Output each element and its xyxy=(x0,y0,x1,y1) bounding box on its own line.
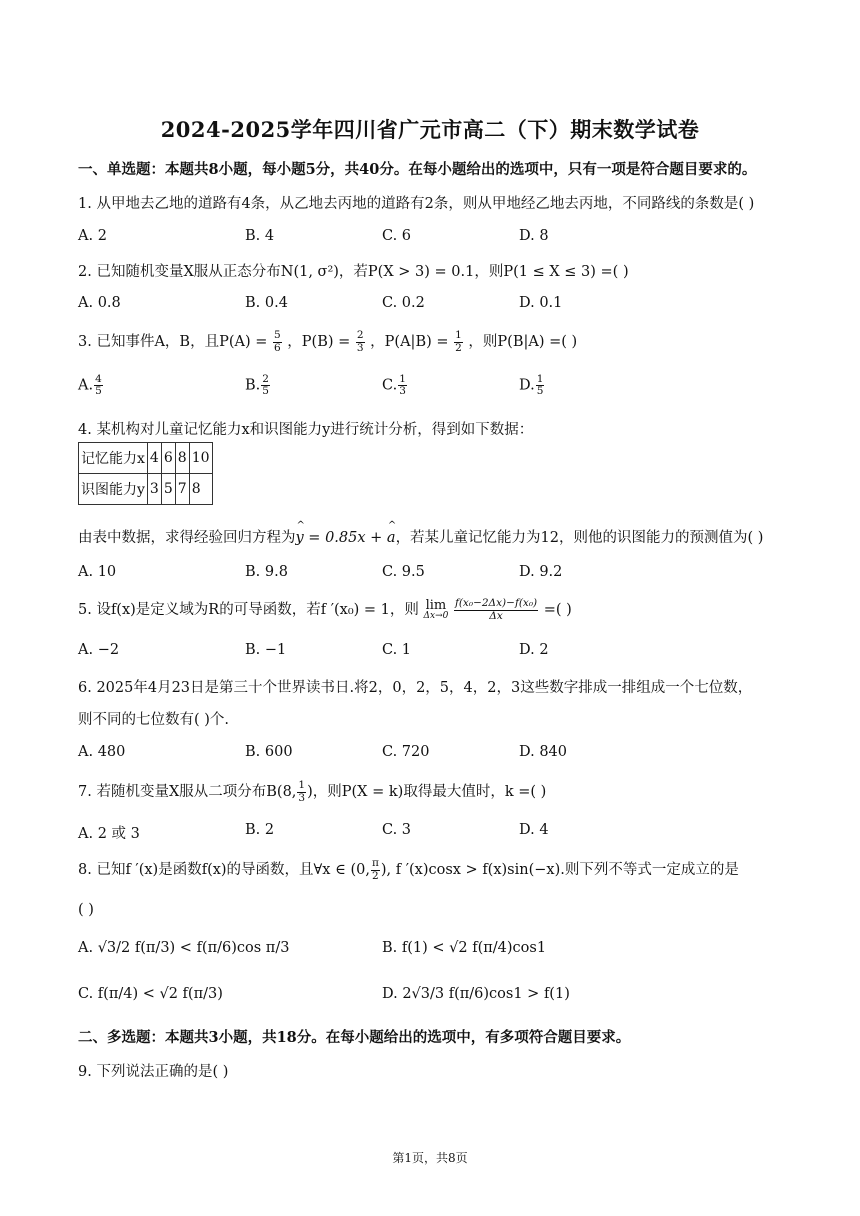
q3-option-c[interactable] xyxy=(382,374,408,397)
table-cell: 5 xyxy=(161,474,175,505)
q5-limit xyxy=(424,599,449,621)
q3-option-c-fraction xyxy=(398,374,407,397)
question-9-stem: 9. 下列说法正确的是( ) xyxy=(78,1064,229,1080)
q3-option-c-num: 1 xyxy=(399,373,406,385)
q3-stem-suffix: ，则P(B|A) =( ) xyxy=(468,334,578,350)
q3-option-a-num: 4 xyxy=(95,373,102,385)
q2-option-d[interactable]: D. 0.1 xyxy=(519,295,563,311)
q5-stem-suffix: =( ) xyxy=(543,602,572,618)
q8-option-b[interactable]: B. f(1) < √2 f(π/4)cos1 xyxy=(382,940,547,956)
q5-option-a[interactable]: A. −2 xyxy=(78,642,120,658)
q5-fraction xyxy=(454,598,538,621)
q6-option-a[interactable]: A. 480 xyxy=(78,744,126,760)
q3-option-c-label: C. xyxy=(382,377,398,394)
q4-follow-suffix: ，若某儿童记忆能力为12，则他的识图能力的预测值为( ) xyxy=(395,530,764,546)
q1-option-c[interactable]: C. 6 xyxy=(382,228,412,244)
q4-a-hat: ^ a xyxy=(387,530,396,546)
q3-option-d-num: 1 xyxy=(536,373,544,385)
q4-option-c[interactable]: C. 9.5 xyxy=(382,564,425,580)
page-footer: 第1页，共8页 xyxy=(392,1151,468,1165)
q3-stem-prefix: 3. 已知事件A，B，且P(A) = xyxy=(78,334,268,350)
q4-data-table xyxy=(78,442,213,505)
q2-option-a[interactable]: A. 0.8 xyxy=(78,295,121,311)
q6-option-b[interactable]: B. 600 xyxy=(245,744,293,760)
table-row xyxy=(79,443,213,474)
table-cell: 6 xyxy=(161,443,175,474)
q8-frac-den: 2 xyxy=(372,869,379,882)
table-cell: 8 xyxy=(175,443,189,474)
question-7-stem xyxy=(78,780,546,804)
question-2-stem: 2. 已知随机变量X服从正态分布N(1, σ²)，若P(X > 3) = 0.1，则P(1 ≤ X ≤ 3) =( ) xyxy=(78,264,629,280)
q3-pa-fraction xyxy=(273,330,282,353)
q3-option-a-den: 5 xyxy=(95,385,102,398)
table-cell: 7 xyxy=(175,474,189,505)
q7-fraction xyxy=(297,780,306,803)
q7-option-d[interactable]: D. 4 xyxy=(519,822,549,838)
q8-stem-suffix: ), f ′(x)cosx > f(x)sin(−x).则下列不等式一定成立的是 xyxy=(380,862,739,878)
q8-stem-prefix: 8. 已知f ′(x)是函数f(x)的导函数，且∀x ∈ (0, xyxy=(78,862,370,878)
page-title: 2024-2025学年四川省广元市高二（下）期末数学试卷 xyxy=(160,117,700,142)
q5-option-d[interactable]: D. 2 xyxy=(519,642,549,658)
q3-option-d-label: D. xyxy=(519,377,535,394)
q8-option-a[interactable]: A. √3/2 f(π/3) < f(π/6)cos π/3 xyxy=(78,940,290,956)
q4-follow-up xyxy=(78,526,763,547)
q3-option-a-label: A. xyxy=(78,377,94,394)
q4-option-a[interactable]: A. 10 xyxy=(78,564,117,580)
q8-frac-num: π xyxy=(371,857,379,870)
q3-pab-fraction xyxy=(454,330,463,353)
q5-stem-prefix: 5. 设f(x)是定义域为R的可导函数，若f ′(x₀) = 1，则 xyxy=(78,602,419,618)
question-3-stem xyxy=(78,330,577,354)
table-row xyxy=(79,474,213,505)
question-6-stem-line-1: 6. 2025年4月23日是第三十个世界读书日.将2，0，2，5，4，2，3这些数字排成一排组成一个七位数， xyxy=(78,680,753,696)
question-6-stem-line-2: 则不同的七位数有( )个. xyxy=(78,712,230,728)
q3-option-b[interactable] xyxy=(245,374,271,397)
q7-stem-prefix: 7. 若随机变量X服从二项分布B(8, xyxy=(78,784,297,800)
section-single-choice-heading: 一、单选题：本题共8小题，每小题5分，共40分。在每小题给出的选项中，只有一项是符合题目要求的。 xyxy=(78,161,757,178)
q8-option-d[interactable]: D. 2√3/3 f(π/6)cos1 > f(1) xyxy=(382,986,570,1002)
q5-lim-word: lim xyxy=(425,598,447,613)
q3-mid-1: ，P(B) = xyxy=(287,334,351,350)
q8-option-c[interactable]: C. f(π/4) < √2 f(π/3) xyxy=(78,986,223,1002)
q7-option-b[interactable]: B. 2 xyxy=(245,822,275,838)
q7-option-a[interactable]: A. 2 或 3 xyxy=(78,826,140,842)
table-cell: 4 xyxy=(147,443,161,474)
q5-frac-num: f(x₀−2Δx)−f(x₀) xyxy=(454,597,538,610)
q5-frac-den: Δx xyxy=(489,609,503,622)
q2-option-c[interactable]: C. 0.2 xyxy=(382,295,425,311)
q1-option-d[interactable]: D. 8 xyxy=(519,228,549,244)
q3-pa-num: 5 xyxy=(273,329,281,342)
q3-pa-den: 6 xyxy=(273,341,281,354)
q3-option-b-den: 5 xyxy=(262,385,269,398)
question-4-stem: 4. 某机构对儿童记忆能力x和识图能力y进行统计分析，得到如下数据： xyxy=(78,422,534,438)
q4-y-hat: ^ y xyxy=(296,530,304,546)
table-cell: 3 xyxy=(147,474,161,505)
q7-option-c[interactable]: C. 3 xyxy=(382,822,412,838)
q3-pb-num: 2 xyxy=(356,329,364,342)
q3-pb-fraction xyxy=(356,330,365,353)
q3-pab-num: 1 xyxy=(455,329,462,342)
q3-option-c-den: 3 xyxy=(399,385,406,398)
section-multi-choice-heading: 二、多选题：本题共3小题，共18分。在每小题给出的选项中，有多项符合题目要求。 xyxy=(78,1029,631,1046)
q7-stem-suffix: )，则P(X = k)取得最大值时，k =( ) xyxy=(307,784,547,800)
q2-option-b[interactable]: B. 0.4 xyxy=(245,295,288,311)
q3-pb-den: 3 xyxy=(356,341,364,354)
question-1-stem: 1. 从甲地去乙地的道路有4条，从乙地去丙地的道路有2条，则从甲地经乙地去丙地，不同路线的条数是( ) xyxy=(78,196,755,212)
q3-option-b-label: B. xyxy=(245,377,261,394)
q4-follow-prefix: 由表中数据，求得经验回归方程为 xyxy=(78,530,296,546)
q7-frac-den: 3 xyxy=(298,791,306,804)
q3-pab-den: 2 xyxy=(455,341,462,354)
table-cell: 识图能力y xyxy=(79,474,148,505)
q3-option-a-fraction xyxy=(94,374,103,397)
q3-option-b-num: 2 xyxy=(262,373,269,385)
q4-option-d[interactable]: D. 9.2 xyxy=(519,564,563,580)
q5-option-b[interactable]: B. −1 xyxy=(245,642,287,658)
q3-option-b-fraction xyxy=(261,374,270,397)
table-cell: 记忆能力x xyxy=(79,443,148,474)
question-8-stem-line-2: ( ) xyxy=(78,902,94,918)
q4-equation: = 0.85x + xyxy=(303,530,387,546)
q3-option-d[interactable] xyxy=(519,374,545,397)
q6-option-c[interactable]: C. 720 xyxy=(382,744,430,760)
question-5-stem xyxy=(78,598,572,622)
question-8-stem xyxy=(78,858,739,882)
q3-option-a[interactable] xyxy=(78,374,104,397)
q5-lim-subscript: Δx→0 xyxy=(423,611,449,621)
q4-option-b[interactable]: B. 9.8 xyxy=(245,564,288,580)
q7-frac-num: 1 xyxy=(298,779,306,792)
q3-mid-2: ，P(A|B) = xyxy=(370,334,449,350)
q8-fraction xyxy=(371,858,380,881)
q1-option-b[interactable]: B. 4 xyxy=(245,228,275,244)
q5-option-c[interactable]: C. 1 xyxy=(382,642,412,658)
q1-option-a[interactable]: A. 2 xyxy=(78,228,107,244)
table-cell: 8 xyxy=(189,474,212,505)
q3-option-d-fraction xyxy=(536,374,545,397)
q6-option-d[interactable]: D. 840 xyxy=(519,744,568,760)
table-cell: 10 xyxy=(189,443,212,474)
q3-option-d-den: 5 xyxy=(536,385,544,398)
